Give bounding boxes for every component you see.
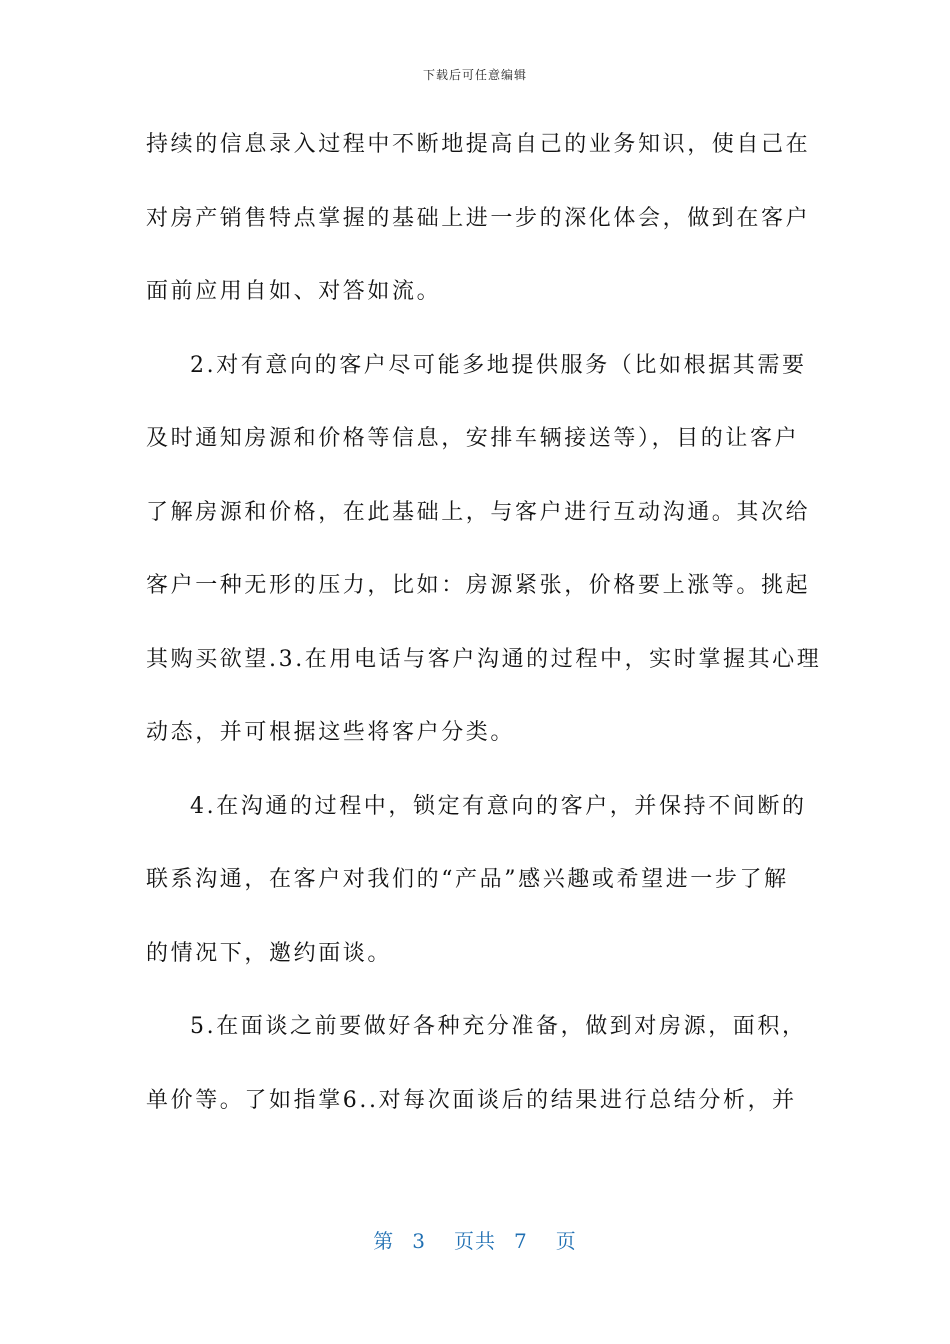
text-line: 5.在面谈之前要做好各种充分准备，做到对房源，面积，: [190, 1014, 807, 1039]
document-body: [146, 123, 822, 1152]
text-line: 4.在沟通的过程中，锁定有意向的客户，并保持不间断的: [190, 793, 807, 819]
text-line: 了解房源和价格，在此基础上，与客户进行互动沟通。其次给: [146, 499, 811, 525]
text-line: 客户一种无形的压力，比如：房源紧张，价格要上涨等。挑起: [146, 573, 811, 598]
total-pages-number: 7: [514, 1229, 528, 1253]
page-footer: [0, 1225, 950, 1254]
text-line: 面前应用自如、对答如流。: [146, 279, 442, 304]
footer-middle: 页共: [454, 1229, 496, 1253]
text-line: 动态，并可根据这些将客户分类。: [146, 720, 516, 745]
text-line: 单价等。了如指掌6..对每次面谈后的结果进行总结分析，并: [146, 1087, 797, 1113]
footer-prefix: 第: [373, 1229, 395, 1253]
page-header: 下载后可任意编辑: [422, 68, 527, 82]
current-page-number: 3: [412, 1229, 426, 1253]
text-line: 持续的信息录入过程中不断地提高自己的业务知识，使自己在: [146, 132, 811, 157]
text-line: 2.对有意向的客户尽可能多地提供服务（比如根据其需要: [190, 352, 807, 378]
text-line: 及时通知房源和价格等信息，安排车辆接送等），目的让客户: [146, 426, 800, 451]
text-line: 对房产销售特点掌握的基础上进一步的深化体会，做到在客户: [146, 205, 811, 231]
footer-suffix: 页: [555, 1229, 577, 1253]
text-line: 其购买欲望.3.在用电话与客户沟通的过程中，实时掌握其心理: [146, 646, 822, 672]
text-line: 的情况下，邀约面谈。: [146, 940, 393, 966]
text-line: 联系沟通，在客户对我们的“产品”感兴趣或希望进一步了解: [146, 867, 789, 892]
